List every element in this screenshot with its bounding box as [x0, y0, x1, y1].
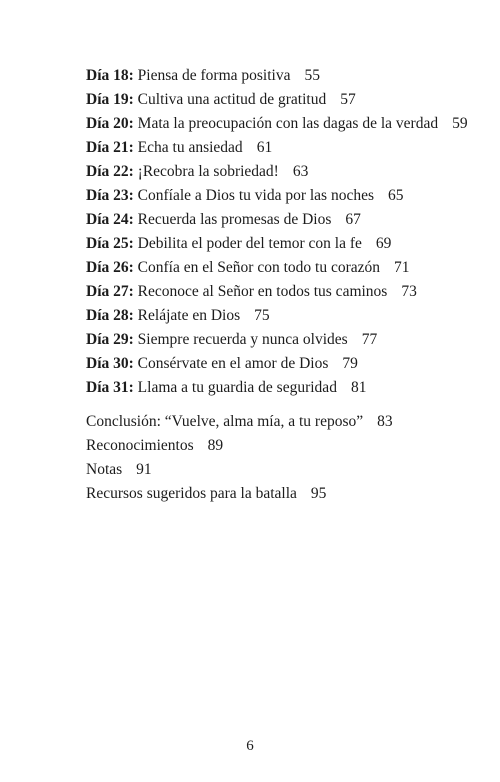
toc-day-label: Día 20: [86, 115, 134, 132]
toc-entry-title: Recursos sugeridos para la batalla [86, 485, 297, 502]
toc-day-label: Día 29: [86, 331, 134, 348]
page-number: 6 [246, 738, 254, 754]
toc-entry-title: Recuerda las promesas de Dios [137, 211, 332, 228]
toc-page-number: 63 [292, 163, 309, 180]
toc-entry-title: Echa tu ansiedad [137, 139, 243, 156]
toc-entry-title: Consérvate en el amor de Dios [137, 355, 329, 372]
toc-page-number: 77 [361, 331, 378, 348]
toc-entry-title: Notas [86, 461, 123, 478]
toc-entry-title: Cultiva una actitud de gratitud [137, 91, 327, 108]
toc-day-label: Día 21: [86, 139, 134, 156]
toc-day-label: Día 22: [86, 163, 134, 180]
toc-entry-title: Reconocimientos [86, 437, 194, 454]
toc-page-number: 55 [304, 67, 320, 84]
toc-entry-title: Siempre recuerda y nunca olvides [137, 331, 348, 348]
toc-entry-day-24 [86, 210, 486, 234]
toc-day-label: Día 26: [86, 259, 134, 276]
toc-page-number: 69 [375, 235, 392, 252]
toc-entry-title: Reconoce al Señor en todos tus caminos [137, 283, 388, 300]
toc-entry-title: ¡Recobra la sobriedad! [137, 163, 279, 180]
toc-entry-title: Confía en el Señor con todo tu corazón [137, 259, 381, 276]
toc-entry-title: Mata la preocupación con las dagas de la verdad [137, 115, 439, 132]
toc-entry-day-21 [86, 138, 486, 162]
toc-entry-conclusion [86, 412, 486, 436]
toc-entry-title: Confíale a Dios tu vida por las noches [137, 187, 374, 204]
toc-entry-day-30 [86, 354, 486, 378]
toc-page-number: 91 [136, 461, 152, 478]
toc-entry-day-28 [86, 306, 486, 330]
toc-day-label: Día 23: [86, 187, 134, 204]
toc-entry-notes [86, 460, 486, 484]
toc-entry-day-20 [86, 114, 486, 138]
toc-day-label: Día 28: [86, 307, 134, 324]
toc-entry-day-23 [86, 186, 486, 210]
section-gap [86, 402, 486, 412]
toc-entry-day-27 [86, 282, 486, 306]
toc-day-label: Día 30: [86, 355, 134, 372]
toc-entry-day-29 [86, 330, 486, 354]
toc-entry-day-19 [86, 90, 486, 114]
toc-day-label: Día 27: [86, 283, 134, 300]
toc-entry-title: Piensa de forma positiva [137, 67, 291, 84]
toc-page-number: 75 [254, 307, 270, 324]
toc-page-number: 73 [401, 283, 417, 300]
table-of-contents [86, 66, 486, 508]
toc-day-label: Día 18: [86, 67, 134, 84]
toc-entry-day-18 [86, 66, 486, 90]
toc-entry-day-31 [86, 378, 486, 402]
toc-entry-acknowledgements [86, 436, 486, 460]
toc-page-number: 57 [340, 91, 356, 108]
toc-page-number: 95 [310, 485, 327, 502]
toc-day-label: Día 25: [86, 235, 134, 252]
toc-page-number: 89 [207, 437, 224, 454]
toc-entry-title: Conclusión: “Vuelve, alma mía, a tu reposo” [86, 413, 364, 430]
toc-page-number: 67 [345, 211, 361, 228]
toc-entry-title: Relájate en Dios [137, 307, 241, 324]
toc-page-number: 65 [388, 187, 404, 204]
toc-entry-title: Debilita el poder del temor con la fe [137, 235, 362, 252]
toc-page-number: 79 [342, 355, 358, 372]
toc-page-number: 59 [452, 115, 468, 132]
toc-entry-day-22 [86, 162, 486, 186]
toc-page-number: 81 [350, 379, 367, 396]
toc-page-number: 83 [377, 413, 393, 430]
toc-entry-title: Llama a tu guardia de seguridad [137, 379, 337, 396]
toc-day-label: Día 24: [86, 211, 134, 228]
toc-entry-resources [86, 484, 486, 508]
toc-day-label: Día 19: [86, 91, 134, 108]
toc-entry-day-26 [86, 258, 486, 282]
toc-entry-day-25 [86, 234, 486, 258]
toc-page-number: 71 [394, 259, 410, 276]
toc-day-label: Día 31: [86, 379, 134, 396]
toc-page-number: 61 [256, 139, 273, 156]
